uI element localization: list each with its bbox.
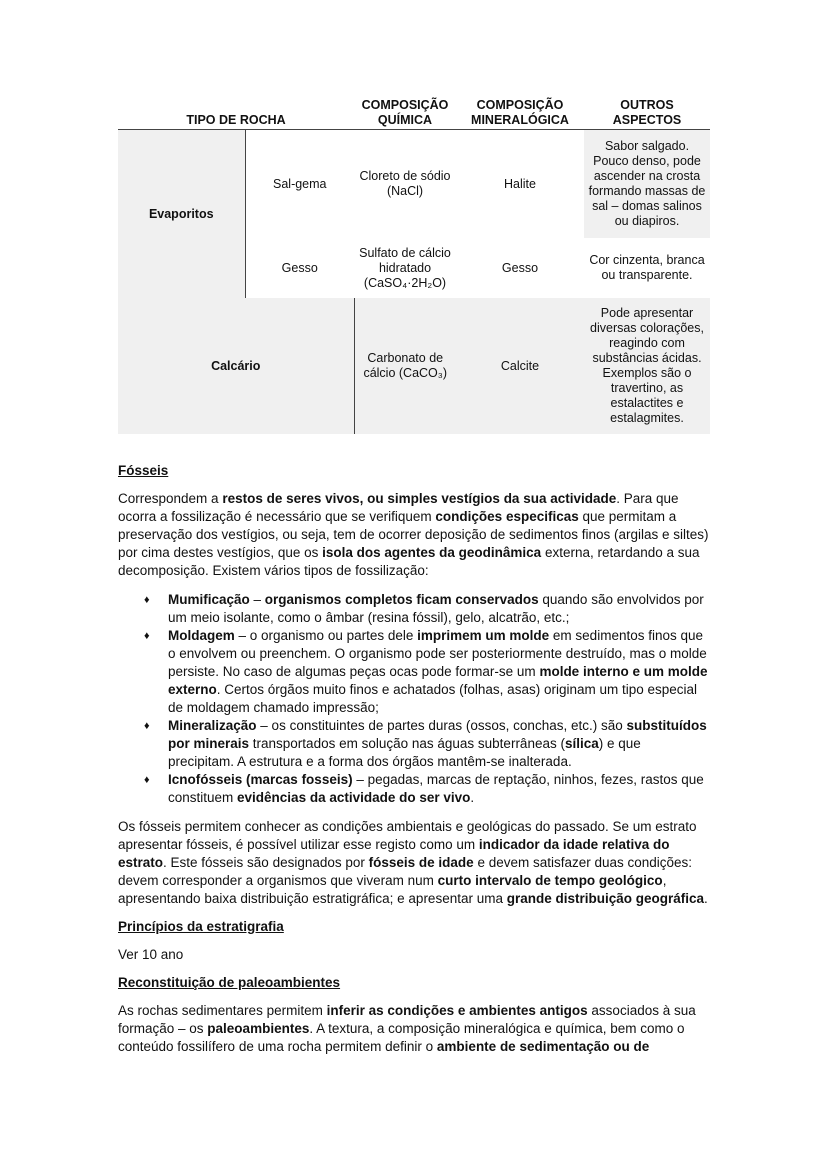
fosseis-paragraph-1: Correspondem a restos de seres vivos, ou simples vestígios da sua actividade. Para que ocorra a fossilização é necessário que se verifiquem condições especificas que permitam a preservação dos vestígios, ou seja, tem de ocorrer deposição de sedimentos finos (argilas e siltes) por cima destes vestígios, que os isola dos agentes da geodinâmica externa, retardando a sua decomposição. Existem vários tipos de fossilização: [118,491,709,578]
cell-calcario-mineral: Calcite [456,298,584,434]
section-title-paleoambientes: Reconstituição de paleoambientes [118,975,341,990]
list-item [144,771,710,807]
diamond-bullet-icon: ♦ [144,720,150,732]
header-tipo-de-rocha: TIPO DE ROCHA [186,113,286,127]
section-title-fosseis: Fósseis [118,463,169,478]
cell-salgema: Sal-gema [245,130,354,239]
list-item [144,717,710,771]
diamond-bullet-icon: ♦ [144,594,150,606]
list-item [144,627,710,717]
cell-salgema-outros: Sabor salgado. Pouco denso, pode ascender na crosta formando massas de sal – domas salinos ou diapiros. [584,130,710,239]
cell-salgema-mineral: Halite [504,176,536,191]
cell-gesso-quimica [354,238,456,298]
cell-gesso-outros: Cor cinzenta, branca ou transparente. [589,253,705,282]
table-header-row [118,96,710,130]
list-item-text: Mineralização – os constituintes de partes duras (ossos, conchas, etc.) são substituídos por minerais transportados em solução nas águas subterrâneas (sílica) e que precipitam. A estrutura e a forma dos órgãos mantêm-se inalterada. [168,718,707,769]
cell-calcario-quimica: Carbonato de cálcio (CaCO₃) [354,298,456,434]
cell-calcario: Calcário [118,298,354,434]
table-row [118,298,710,434]
diamond-bullet-icon: ♦ [144,774,150,786]
table-row [118,130,710,239]
gesso-quimica-text: Sulfato de cálcio hidratado [359,245,451,275]
list-item [144,591,710,627]
rock-types-table [118,96,710,434]
fosseis-paragraph-2: Os fósseis permitem conhecer as condições ambientais e geológicas do passado. Se um estrato apresentar fósseis, é possível utilizar esse registo como um indicador da idade relativa do estrato. Este fósseis são designados por fósseis de idade e devem satisfazer duas condições: devem corresponder a organismos que viveram num curto intervalo de tempo geológico, apresentando baixa distribuição estratigráfica; e apresentar uma grande distribuição geográfica. [118,819,708,906]
header-composicao-quimica: COMPOSIÇÃO QUÍMICA [361,98,449,127]
document-page [118,96,710,1056]
list-item-text: Mumificação – organismos completos ficam conservados quando são envolvidos por um meio isolante, como o âmbar (resina fóssil), gelo, alcatrão, etc.; [168,592,704,625]
list-item-text: Moldagem – o organismo ou partes dele imprimem um molde em sedimentos finos que o envolvem ou preenchem. O organismo pode ser posteriormente destruído, mas o molde persiste. No caso de algumas peças ocas pode formar-se um molde interno e um molde externo. Certos órgãos muito finos e achatados (folhas, asas) originam um tipo especial de moldagem chamado impressão; [168,628,708,715]
cell-gesso-mineral: Gesso [501,260,539,275]
cell-salgema-quimica: Cloreto de sódio (NaCl) [359,169,451,198]
header-composicao-mineralogica: COMPOSIÇÃO MINERALÓGICA [471,98,569,127]
estratigrafia-text: Ver 10 ano [118,947,184,962]
paleo-paragraph: As rochas sedimentares permitem inferir as condições e ambientes antigos associados à sua formação – os paleoambientes. A textura, a composição mineralógica e química, bem como o conteúdo fossilífero de uma rocha permitem definir o ambiente de sedimentação ou de [118,1003,696,1054]
gesso-quimica-formula: (CaSO₄·2H₂O) [363,275,447,290]
diamond-bullet-icon: ♦ [144,630,150,642]
cell-evaporitos: Evaporitos [118,130,245,299]
list-item-text: Icnofósseis (marcas fosseis) – pegadas, marcas de reptação, ninhos, fezes, rastos que constituem evidências da actividade do ser vivo. [168,772,704,805]
cell-calcario-outros: Pode apresentar diversas colorações, reagindo com substâncias ácidas. Exemplos são o travertino, as estalactites e estalagmites. [584,298,710,434]
header-outros-aspectos: OUTROS ASPECTOS [612,98,682,127]
fossilization-types-list [118,591,710,807]
section-title-estratigrafia: Princípios da estratigrafia [118,919,284,934]
cell-gesso: Gesso [245,238,354,298]
